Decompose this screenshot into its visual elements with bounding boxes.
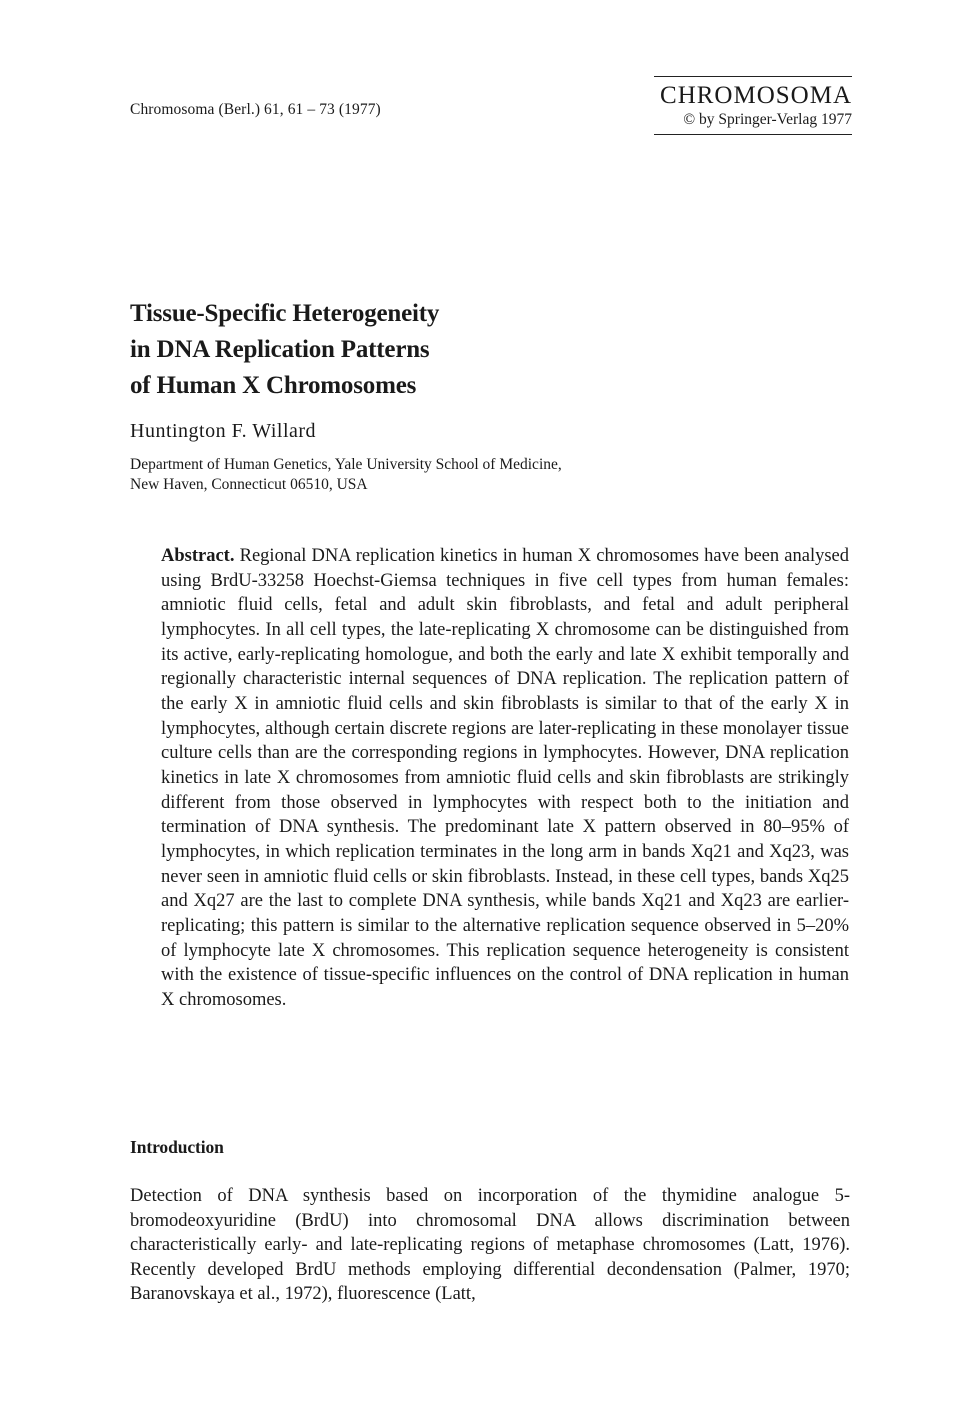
journal-name: CHROMOSOMA [660, 82, 852, 109]
section-heading-introduction: Introduction [130, 1137, 224, 1157]
title-line: Tissue-Specific Heterogeneity [130, 300, 440, 327]
publisher-copyright: © by Springer-Verlag 1977 [683, 111, 852, 128]
journal-citation: Chromosoma (Berl.) 61, 61 – 73 (1977) [130, 101, 381, 118]
title-line: in DNA Replication Patterns [130, 336, 430, 363]
abstract-text: Regional DNA replication kinetics in human X chromosomes have been analysed using BrdU-33258 Hoechst-Giemsa techniques in five cell types from human females: amniotic fluid cells, fetal and adult skin fibroblasts, and fetal and adult peripheral lymphocytes. In all cell types, the late-replicating X chromosome can be distinguished from its active, early-replicating homologue, and both the early and late X exhibit temporally and regionally characteristic internal sequences of DNA replication. The replication pattern of the early X in amniotic fluid cells and skin fibroblasts is similar to that of the early X in lymphocytes, although certain discrete regions are later-replicating in these monolayer tissue culture cells than are the corresponding regions in lymphocytes. However, DNA replication kinetics in late X chromosomes from amniotic fluid cells and skin fibroblasts are strikingly different from those observed in lymphocytes with respect both to the initiation and termination of DNA synthesis. The predominant late X pattern observed in 80–95% of lymphocytes, in which replication terminates in the long arm in bands Xq21 and Xq23, was never seen in amniotic fluid cells or skin fibroblasts. Instead, in these cell types, bands Xq25 and Xq27 are the last to complete DNA synthesis, while bands Xq21 and Xq23 are earlier-replicating; this pattern is similar to the alternative replication sequence observed in 5–20% of lymphocyte late X chromosomes. This replication sequence heterogeneity is consistent with the existence of tissue-specific influences on the control of DNA replication in human X chromosomes. [161, 546, 850, 1010]
title-line: of Human X Chromosomes [130, 372, 417, 399]
affiliation-line: New Haven, Connecticut 06510, USA [130, 476, 368, 493]
abstract-label: Abstract. [161, 546, 235, 566]
author-name: Huntington F. Willard [130, 420, 317, 442]
author-affiliation [130, 455, 562, 495]
abstract-paragraph [161, 544, 849, 1012]
article-title [130, 296, 439, 404]
affiliation-line: Department of Human Genetics, Yale University School of Medicine, [130, 456, 562, 473]
journal-masthead [654, 76, 852, 135]
introduction-paragraph: Detection of DNA synthesis based on incorporation of the thymidine analogue 5-bromodeoxyuridine (BrdU) into chromosomal DNA allows discrimination between characteristically early- and late-replicating regions of metaphase chromosomes (Latt, 1976). Recently developed BrdU methods employing differential decondensation (Palmer, 1970; Baranovskaya et al., 1972), fluorescence (Latt, [130, 1186, 850, 1305]
